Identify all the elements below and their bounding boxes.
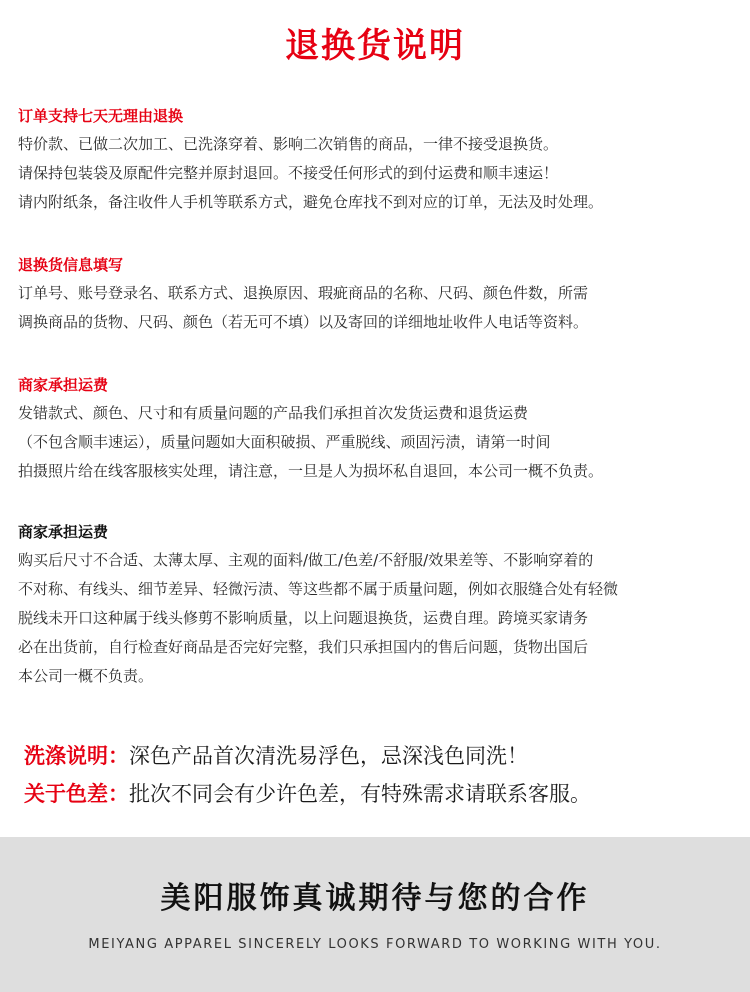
- section-buyer-pays-shipping: [18, 522, 738, 691]
- section-line: （不包含顺丰速运），质量问题如大面积破损、严重脱线、顽固污渍，请第一时间: [18, 433, 551, 451]
- footer-slogan-english: MEIYANG APPAREL SINCERELY LOOKS FORWARD TO WORKING WITH YOU.: [88, 937, 662, 952]
- section-line: 发错款式、颜色、尺寸和有质量问题的产品我们承担首次发货运费和退货运费: [18, 404, 529, 422]
- footer-slogan-chinese: 美阳服饰真诚期待与您的合作: [160, 881, 590, 916]
- section-line: 订单号、账号登录名、联系方式、退换原因、瑕疵商品的名称、尺码、颜色件数，所需: [18, 284, 589, 302]
- section-line: 调换商品的货物、尺码、颜色（若无可不填）以及寄回的详细地址收件人电话等资料。: [18, 313, 589, 331]
- section-heading: 商家承担运费: [18, 376, 109, 394]
- section-line: 不对称、有线头、细节差异、轻微污渍、等这些都不属于质量问题，例如衣服缝合处有轻微: [18, 580, 619, 598]
- section-merchant-pays-shipping: [18, 375, 738, 486]
- washing-note: [24, 737, 744, 775]
- section-seven-day-return: [18, 106, 738, 217]
- page-title: 退换货说明: [285, 26, 465, 66]
- section-return-info: [18, 255, 738, 337]
- footer-banner: [0, 837, 750, 992]
- section-line: 特价款、已做二次加工、已洗涤穿着、影响二次销售的商品，一律不接受退换货。: [18, 135, 559, 153]
- section-line: 请内附纸条，备注收件人手机等联系方式，避免仓库找不到对应的订单，无法及时处理。: [18, 193, 604, 211]
- section-line: 请保持包装袋及原配件完整并原封退回。不接受任何形式的到付运费和顺丰速运！: [18, 164, 559, 182]
- color-difference-note: [24, 775, 744, 813]
- section-heading: 商家承担运费: [18, 523, 109, 541]
- section-line: 必在出货前，自行检查好商品是否完好完整，我们只承担国内的售后问题，货物出国后: [18, 638, 589, 656]
- note-text: 批次不同会有少许色差，有特殊需求请联系客服。: [129, 782, 591, 806]
- note-text: 深色产品首次清洗易浮色，忌深浅色同洗！: [129, 744, 528, 768]
- section-line: 拍摄照片给在线客服核实处理，请注意，一旦是人为损坏私自退回，本公司一概不负责。: [18, 462, 604, 480]
- section-heading: 退换货信息填写: [18, 256, 124, 274]
- section-line: 购买后尺寸不合适、太薄太厚、主观的面料/做工/色差/不舒服/效果差等、不影响穿着的: [18, 551, 594, 569]
- note-label: 洗涤说明：: [24, 744, 129, 768]
- note-label: 关于色差：: [24, 782, 129, 806]
- section-line: 本公司一概不负责。: [18, 667, 154, 685]
- section-heading: 订单支持七天无理由退换: [18, 107, 184, 125]
- section-line: 脱线未开口这种属于线头修剪不影响质量，以上问题退换货，运费自理。跨境买家请务: [18, 609, 589, 627]
- care-notes: [24, 737, 744, 813]
